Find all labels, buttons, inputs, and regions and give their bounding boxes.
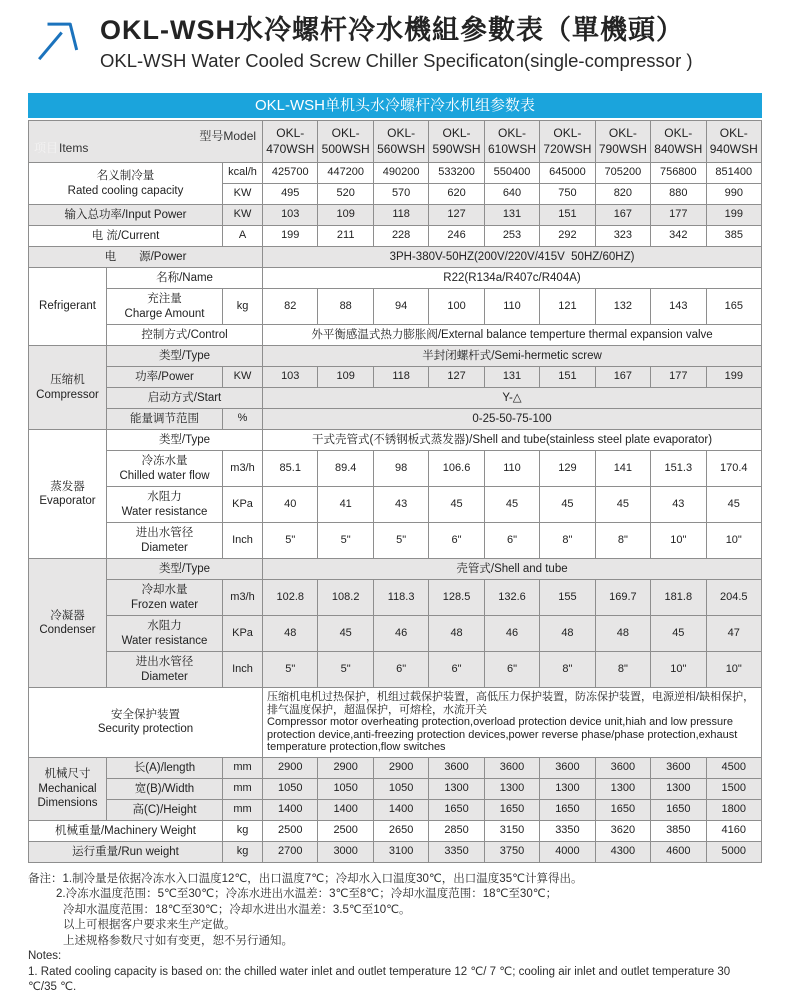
model-header-cell: OKL- 840WSH [651, 121, 706, 163]
value-cell: 129 [540, 451, 595, 487]
model-header-cell: OKL- 940WSH [706, 121, 761, 163]
value-cell: 6" [484, 523, 539, 559]
value-cell: 323 [595, 226, 650, 247]
value-cell: 109 [318, 205, 373, 226]
value-cell: 2900 [263, 757, 318, 778]
corner-cell: 型号Model 项目Items [29, 121, 263, 163]
value-cell: 1500 [706, 778, 761, 799]
row-label-cell: 冷却水量 Frozen water [107, 580, 223, 616]
row-label-cell: 名义制冷量 Rated cooling capacity [29, 163, 223, 205]
model-header-cell: OKL- 720WSH [540, 121, 595, 163]
value-cell: 10" [651, 523, 706, 559]
unit-cell: mm [223, 778, 263, 799]
merged-value-cell: 3PH-380V-50HZ(200V/220V/415V 50HZ/60HZ) [263, 247, 762, 268]
value-cell: 342 [651, 226, 706, 247]
value-cell: 41 [318, 487, 373, 523]
table-banner: OKL-WSH单机头水冷螺杆冷水机组参数表 [28, 93, 762, 118]
unit-cell: A [223, 226, 263, 247]
value-cell: 750 [540, 184, 595, 205]
value-cell: 177 [651, 367, 706, 388]
note-line: 备注：1.制冷量是依据冷冻水入口温度12℃，出口温度7℃；冷却水入口温度30℃，出口温度35℃计算得出。 [28, 872, 583, 885]
value-cell: 2850 [429, 820, 484, 841]
value-cell: 246 [429, 226, 484, 247]
value-cell: 48 [429, 616, 484, 652]
value-cell: 1650 [484, 799, 539, 820]
value-cell: 1050 [318, 778, 373, 799]
value-cell: 143 [651, 289, 706, 325]
value-cell: 6" [373, 652, 428, 688]
value-cell: 6" [429, 652, 484, 688]
value-cell: 5000 [706, 841, 761, 862]
value-cell: 45 [595, 487, 650, 523]
value-cell: 645000 [540, 163, 595, 184]
value-cell: 1800 [706, 799, 761, 820]
value-cell: 1400 [373, 799, 428, 820]
unit-cell: kg [223, 289, 263, 325]
value-cell: 109 [318, 367, 373, 388]
value-cell: 10" [706, 652, 761, 688]
model-header-cell: OKL- 470WSH [263, 121, 318, 163]
unit-cell: kg [223, 841, 263, 862]
value-cell: 3600 [595, 757, 650, 778]
page-subtitle: OKL-WSH Water Cooled Screw Chiller Specificaton(single-compressor ) [100, 50, 693, 71]
value-cell: 132 [595, 289, 650, 325]
value-cell: 8" [540, 652, 595, 688]
row-label-cell: 安全保护装置 Security protection [29, 688, 263, 758]
value-cell: 620 [429, 184, 484, 205]
value-cell: 3350 [429, 841, 484, 862]
value-cell: 1650 [429, 799, 484, 820]
row-label-cell: 进出水管径 Diameter [107, 652, 223, 688]
value-cell: 3600 [540, 757, 595, 778]
value-cell: 3750 [484, 841, 539, 862]
unit-cell: KPa [223, 616, 263, 652]
note-line: 1. Rated cooling capacity is based on: the chilled water inlet and outlet temperature 12 ℃/ 7 ℃; cooling air inlet and outlet temperature 30 ℃/35 ℃. [28, 965, 731, 994]
value-cell: 151 [540, 205, 595, 226]
value-cell: 100 [429, 289, 484, 325]
unit-cell: KW [223, 205, 263, 226]
value-cell: 103 [263, 205, 318, 226]
value-cell: 1300 [484, 778, 539, 799]
value-cell: 5" [263, 652, 318, 688]
unit-cell: KW [223, 184, 263, 205]
model-header-cell: OKL- 500WSH [318, 121, 373, 163]
unit-cell: KPa [223, 487, 263, 523]
value-cell: 1300 [540, 778, 595, 799]
unit-cell: mm [223, 799, 263, 820]
arrow-logo-icon [30, 11, 80, 69]
value-cell: 4600 [651, 841, 706, 862]
value-cell: 3620 [595, 820, 650, 841]
merged-value-cell: 半封闭螺杆式/Semi-hermetic screw [263, 346, 762, 367]
notes [28, 872, 762, 996]
unit-cell: mm [223, 757, 263, 778]
merged-value-cell: 外平衡感温式热力膨胀阀/External balance temperture thermal expansion valve [263, 325, 762, 346]
group-cell: Refrigerant [29, 268, 107, 346]
value-cell: 177 [651, 205, 706, 226]
value-cell: 48 [540, 616, 595, 652]
value-cell: 533200 [429, 163, 484, 184]
value-cell: 253 [484, 226, 539, 247]
unit-cell: % [223, 409, 263, 430]
unit-cell: Inch [223, 652, 263, 688]
value-cell: 5" [263, 523, 318, 559]
value-cell: 851400 [706, 163, 761, 184]
value-cell: 108.2 [318, 580, 373, 616]
value-cell: 103 [263, 367, 318, 388]
value-cell: 705200 [595, 163, 650, 184]
group-cell: 压缩机 Compressor [29, 346, 107, 430]
merged-value-cell: Y-△ [263, 388, 762, 409]
merged-value-cell: 0-25-50-75-100 [263, 409, 762, 430]
value-cell: 85.1 [263, 451, 318, 487]
value-cell: 110 [484, 289, 539, 325]
value-cell: 3350 [540, 820, 595, 841]
value-cell: 48 [263, 616, 318, 652]
value-cell: 4160 [706, 820, 761, 841]
value-cell: 121 [540, 289, 595, 325]
row-label-cell: 功率/Power [107, 367, 223, 388]
value-cell: 131 [484, 205, 539, 226]
titles [100, 8, 693, 72]
value-cell: 1050 [373, 778, 428, 799]
unit-cell: m3/h [223, 451, 263, 487]
value-cell: 4000 [540, 841, 595, 862]
row-label-cell: 启动方式/Start [107, 388, 263, 409]
unit-cell: kcal/h [223, 163, 263, 184]
value-cell: 45 [484, 487, 539, 523]
value-cell: 1300 [651, 778, 706, 799]
value-cell: 2650 [373, 820, 428, 841]
spec-table-body [29, 121, 762, 863]
row-label-cell: 类型/Type [107, 430, 263, 451]
row-label-cell: 水阻力 Water resistance [107, 487, 223, 523]
value-cell: 1400 [263, 799, 318, 820]
value-cell: 167 [595, 205, 650, 226]
value-cell: 1650 [651, 799, 706, 820]
value-cell: 40 [263, 487, 318, 523]
row-label-cell: 类型/Type [107, 346, 263, 367]
value-cell: 88 [318, 289, 373, 325]
unit-cell: kg [223, 820, 263, 841]
value-cell: 2500 [263, 820, 318, 841]
title-bar [30, 8, 762, 72]
note-line: 冷却水温度范围：18℃至30℃；冷却水进出水温差：3.5℃至10℃。 [63, 903, 411, 916]
row-label-cell: 类型/Type [107, 559, 263, 580]
value-cell: 8" [595, 652, 650, 688]
value-cell: 4300 [595, 841, 650, 862]
merged-value-cell: 干式壳管式(不锈钢板式蒸发器)/Shell and tube(stainless steel plate evaporator) [263, 430, 762, 451]
value-cell: 45 [651, 616, 706, 652]
value-cell: 94 [373, 289, 428, 325]
value-cell: 170.4 [706, 451, 761, 487]
value-cell: 2900 [373, 757, 428, 778]
row-label-cell: 能量调节范围 [107, 409, 223, 430]
value-cell: 425700 [263, 163, 318, 184]
value-cell: 98 [373, 451, 428, 487]
value-cell: 127 [429, 205, 484, 226]
unit-cell: Inch [223, 523, 263, 559]
value-cell: 211 [318, 226, 373, 247]
value-cell: 10" [706, 523, 761, 559]
value-cell: 45 [429, 487, 484, 523]
row-label-cell: 控制方式/Control [107, 325, 263, 346]
value-cell: 2500 [318, 820, 373, 841]
value-cell: 3000 [318, 841, 373, 862]
value-cell: 47 [706, 616, 761, 652]
value-cell: 46 [373, 616, 428, 652]
group-cell: 蒸发器 Evaporator [29, 430, 107, 559]
row-label-cell: 电 源/Power [29, 247, 263, 268]
value-cell: 102.8 [263, 580, 318, 616]
unit-cell: KW [223, 367, 263, 388]
value-cell: 167 [595, 367, 650, 388]
value-cell: 43 [651, 487, 706, 523]
value-cell: 550400 [484, 163, 539, 184]
value-cell: 6" [484, 652, 539, 688]
merged-value-cell: 压缩机电机过热保护，机组过载保护装置，高低压力保护装置，防冻保护装置，电源逆相/缺相保护，排气温度保护，超温保护，可熔栓，水流开关 Compressor motor overheating protection,overload protection device unit,hiah and low pressure protection device,anti-freezing protection devices,power reverse phase/phase protection,exhaust temperature protection,flow switches [263, 688, 762, 758]
value-cell: 5" [318, 523, 373, 559]
value-cell: 199 [263, 226, 318, 247]
value-cell: 128.5 [429, 580, 484, 616]
row-label-cell: 输入总功率/Input Power [29, 205, 223, 226]
value-cell: 3600 [651, 757, 706, 778]
value-cell: 10" [651, 652, 706, 688]
value-cell: 127 [429, 367, 484, 388]
value-cell: 495 [263, 184, 318, 205]
value-cell: 6" [429, 523, 484, 559]
value-cell: 110 [484, 451, 539, 487]
merged-value-cell: R22(R134a/R407c/R404A) [263, 268, 762, 289]
value-cell: 151 [540, 367, 595, 388]
value-cell: 2900 [318, 757, 373, 778]
value-cell: 3850 [651, 820, 706, 841]
row-label-cell: 电 流/Current [29, 226, 223, 247]
group-cell: 冷凝器 Condenser [29, 559, 107, 688]
value-cell: 1050 [263, 778, 318, 799]
value-cell: 5" [373, 523, 428, 559]
row-label-cell: 宽(B)/Width [107, 778, 223, 799]
value-cell: 490200 [373, 163, 428, 184]
merged-value-cell: 壳管式/Shell and tube [263, 559, 762, 580]
value-cell: 4500 [706, 757, 761, 778]
value-cell: 3600 [429, 757, 484, 778]
note-line: Notes: [28, 950, 62, 963]
spec-table [28, 120, 762, 863]
value-cell: 2700 [263, 841, 318, 862]
row-label-cell: 进出水管径 Diameter [107, 523, 223, 559]
value-cell: 118 [373, 205, 428, 226]
value-cell: 3600 [484, 757, 539, 778]
value-cell: 880 [651, 184, 706, 205]
row-label-cell: 名称/Name [107, 268, 263, 289]
value-cell: 155 [540, 580, 595, 616]
value-cell: 118 [373, 367, 428, 388]
value-cell: 118.3 [373, 580, 428, 616]
row-label-cell: 冷冻水量 Chilled water flow [107, 451, 223, 487]
page-title: OKL-WSH水冷螺杆冷水機組參數表（單機頭） [100, 15, 684, 45]
value-cell: 228 [373, 226, 428, 247]
model-header-cell: OKL- 610WSH [484, 121, 539, 163]
value-cell: 165 [706, 289, 761, 325]
value-cell: 45 [706, 487, 761, 523]
value-cell: 3100 [373, 841, 428, 862]
value-cell: 82 [263, 289, 318, 325]
value-cell: 169.7 [595, 580, 650, 616]
model-header-cell: OKL- 590WSH [429, 121, 484, 163]
value-cell: 46 [484, 616, 539, 652]
note-line: 2.冷冻水温度范围：5℃至30℃；冷冻水进出水温差：3℃至8℃；冷却水温度范围：18℃至30℃； [56, 888, 558, 901]
value-cell: 640 [484, 184, 539, 205]
value-cell: 820 [595, 184, 650, 205]
value-cell: 45 [318, 616, 373, 652]
value-cell: 8" [595, 523, 650, 559]
row-label-cell: 机械重量/Machinery Weight [29, 820, 223, 841]
value-cell: 385 [706, 226, 761, 247]
value-cell: 199 [706, 367, 761, 388]
value-cell: 292 [540, 226, 595, 247]
value-cell: 43 [373, 487, 428, 523]
value-cell: 48 [595, 616, 650, 652]
value-cell: 45 [540, 487, 595, 523]
value-cell: 570 [373, 184, 428, 205]
group-cell: 机械尺寸 Mechanical Dimensions [29, 757, 107, 820]
note-line: 以上可根据客户要求来生产定做。 [63, 919, 236, 932]
value-cell: 89.4 [318, 451, 373, 487]
row-label-cell: 充注量 Charge Amount [107, 289, 223, 325]
value-cell: 3150 [484, 820, 539, 841]
value-cell: 151.3 [651, 451, 706, 487]
value-cell: 5" [318, 652, 373, 688]
row-label-cell: 高(C)/Height [107, 799, 223, 820]
row-label-cell: 长(A)/length [107, 757, 223, 778]
value-cell: 141 [595, 451, 650, 487]
row-label-cell: 水阻力 Water resistance [107, 616, 223, 652]
value-cell: 199 [706, 205, 761, 226]
value-cell: 8" [540, 523, 595, 559]
value-cell: 990 [706, 184, 761, 205]
unit-cell: m3/h [223, 580, 263, 616]
value-cell: 1300 [595, 778, 650, 799]
value-cell: 106.6 [429, 451, 484, 487]
value-cell: 204.5 [706, 580, 761, 616]
row-label-cell: 运行重量/Run weight [29, 841, 223, 862]
value-cell: 181.8 [651, 580, 706, 616]
note-line: 上述规格参数尺寸如有变更，恕不另行通知。 [63, 934, 293, 947]
value-cell: 447200 [318, 163, 373, 184]
value-cell: 131 [484, 367, 539, 388]
value-cell: 1400 [318, 799, 373, 820]
value-cell: 1650 [595, 799, 650, 820]
model-header-cell: OKL- 560WSH [373, 121, 428, 163]
value-cell: 1650 [540, 799, 595, 820]
value-cell: 132.6 [484, 580, 539, 616]
value-cell: 520 [318, 184, 373, 205]
model-header-cell: OKL- 790WSH [595, 121, 650, 163]
value-cell: 756800 [651, 163, 706, 184]
value-cell: 1300 [429, 778, 484, 799]
